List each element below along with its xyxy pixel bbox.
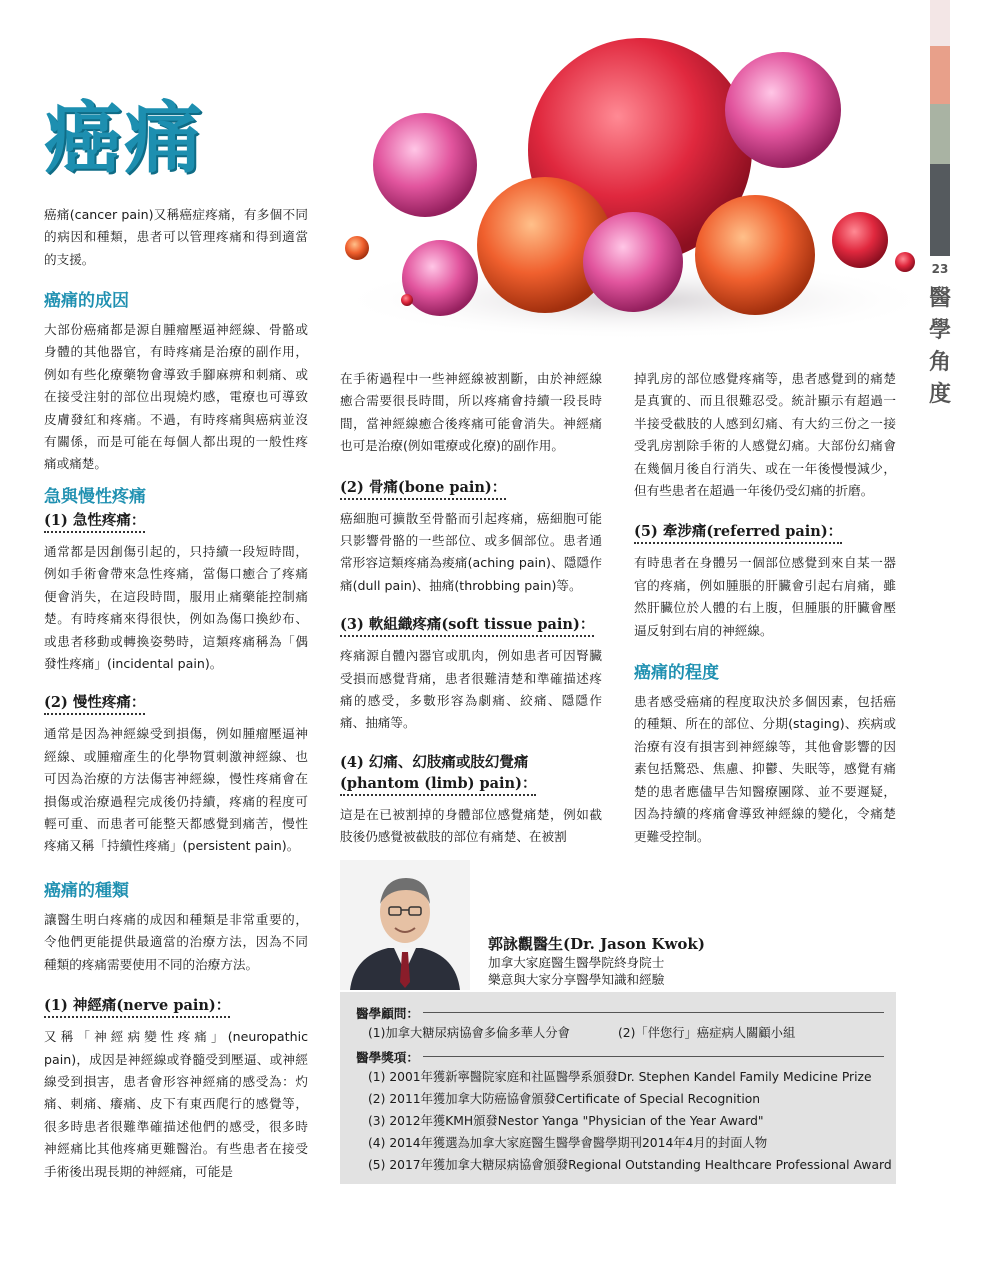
- doctor-info: [488, 934, 705, 988]
- cell-red-tiny: [895, 252, 915, 272]
- column-3: [634, 368, 896, 848]
- page-title: 癌痛: [44, 93, 205, 184]
- doctor-title-line1: 加拿大家庭醫生醫學院終身院士: [488, 955, 665, 970]
- phantom-pain-title-line2: (phantom (limb) pain)：: [340, 772, 536, 796]
- advisor-item-1: (1)加拿大糖尿病協會多倫多華人分會: [368, 1026, 570, 1040]
- types-section: [44, 876, 308, 1183]
- chronic-title: (2) 慢性疼痛：: [44, 691, 145, 715]
- cancer-cells-illustration: [315, 0, 927, 340]
- award-item-2: (2) 2011年獲加拿大防癌協會頒發Certificate of Special Recognition: [368, 1092, 761, 1106]
- referred-pain-body: 有時患者在身體另一個部位感覺到來自某一器官的疼痛，例如腫脹的肝臟會引起右肩痛，雖然肝臟位於人體的右上腹，但腫脹的肝臟會壓逼反射到右肩的神經線。: [634, 555, 896, 638]
- causes-section: [44, 286, 308, 476]
- cell-orange-right: [695, 195, 815, 315]
- tab-block-1: [930, 0, 950, 46]
- phantom-pain-body-continued: 掉乳房的部位感覺疼痛等，患者感覺到的痛楚是真實的、而且很難忍受。統計顯示有超過一半接受截肢的人感到幻痛、有大約三份之一接受乳房割除手術的人感覺幻痛。大部份幻痛會在幾個月後自行消失、或在一年後慢慢減少，但有些患者在超過一年後仍受幻痛的折磨。: [634, 371, 896, 499]
- soft-tissue-pain-body: 疼痛源自體內器官或肌肉，例如患者可因腎臟受損而感覺背痛，患者很難清楚和準確描述疼痛的感受，多數形容為劇痛、絞痛、隱隱作痛、抽痛等。: [340, 648, 602, 731]
- section-label-char: 度: [928, 381, 951, 407]
- doctor-portrait: [340, 860, 470, 990]
- column-2: [340, 368, 602, 849]
- acute-chronic-section: [44, 482, 308, 858]
- acute-title: (1) 急性疼痛：: [44, 509, 145, 533]
- types-body: 讓醫生明白疼痛的成因和種類是非常重要的，令他們更能提供最適當的治療方法，因為不同種類的疼痛需要使用不同的治療方法。: [44, 912, 308, 972]
- section-label-char: 角: [928, 349, 951, 375]
- doctor-title-line2: 樂意與大家分享醫學知識和經驗: [488, 972, 665, 987]
- causes-heading: 癌痛的成因: [44, 291, 129, 311]
- cell-pink-center: [583, 212, 683, 312]
- award-item-5: (5) 2017年獲加拿大糖尿病協會頒發Regional Outstanding Healthcare Professional Award: [368, 1158, 892, 1172]
- section-label-char: 學: [928, 317, 951, 343]
- severity-heading: 癌痛的程度: [634, 663, 719, 684]
- tab-block-3: [930, 104, 950, 164]
- doctor-name: 郭詠觀醫生(Dr. Jason Kwok): [488, 935, 705, 953]
- advisor-label: 醫學顧問：: [356, 1006, 419, 1021]
- nerve-pain-body-continued: 在手術過程中一些神經線被割斷，由於神經線癒合需要很長時間，所以疼痛會持續一段長時間，當神經線癒合後疼痛可能會消失。神經痛也可是治療(例如電療或化療)的副作用。: [340, 371, 602, 454]
- soft-tissue-pain-title: (3) 軟組織疼痛(soft tissue pain)：: [340, 613, 594, 637]
- tab-block-2: [930, 46, 950, 104]
- awards-rule: [423, 1056, 884, 1057]
- acute-chronic-heading: 急與慢性疼痛: [44, 487, 146, 507]
- cell-pink-small-left: [373, 113, 477, 217]
- severity-body: 患者感受癌痛的程度取決於多個因素，包括癌的種類、所在的部位、分期(staging)、疾病或治療有沒有損害到神經線等，其他會影響的因素包括驚恐、焦慮、抑鬱、失眠等，感覺有痛楚的患者應儘早告知醫療團隊、並不要遲疑，因為持續的疼痛會導致神經線的變化，令痛楚更難受控制。: [634, 694, 896, 844]
- bone-pain-title: (2) 骨痛(bone pain)：: [340, 476, 506, 500]
- page-number: 23: [931, 262, 949, 276]
- section-label-char: 醫: [928, 285, 951, 311]
- credentials-box: [340, 992, 896, 1184]
- causes-body: 大部份癌痛都是源自腫瘤壓逼神經線、骨骼或身體的其他器官，有時疼痛是治療的副作用，例如有些化療藥物會導致手腳麻痹和刺痛、或在接受注射的部位出現燒灼感，電療也可導致皮膚發紅和疼痛。不過，有時疼痛與癌病並沒有關係，而是可能在每個人都出現的一般性疼痛或痛楚。: [44, 322, 308, 472]
- cell-red-tiny-2: [401, 294, 413, 306]
- section-label: [928, 282, 952, 410]
- award-item-1: (1) 2001年獲新寧醫院家庭和社區醫學系頒發Dr. Stephen Kandel Family Medicine Prize: [368, 1070, 872, 1084]
- acute-body: 通常都是因創傷引起的，只持續一段短時間，例如手術會帶來急性疼痛，當傷口癒合了疼痛便會消失，在這段時間，服用止痛藥能控制痛楚。有時疼痛來得很快，例如為傷口換紗布、或患者移動或轉換姿勢時，這類疼痛稱為「偶發性疼痛」(incidental pain)。: [44, 544, 308, 672]
- chronic-body: 通常是因為神經線受到損傷，例如腫瘤壓逼神經線、或腫瘤產生的化學物質刺激神經線、也可因為治療的方法傷害神經線，慢性疼痛會在損傷或治療過程完成後仍持續，疼痛的程度可輕可重、而患者可能整天都感覺到痛苦，慢性疼痛又稱「持續性疼痛」(persistent pain)。: [44, 726, 308, 854]
- tab-block-4: [930, 164, 950, 256]
- phantom-pain-title-line1: (4) 幻痛、幻肢痛或肢幻覺痛: [340, 753, 529, 771]
- referred-pain-title: (5) 牽涉痛(referred pain)：: [634, 520, 842, 544]
- award-item-3: (3) 2012年獲KMH頒發Nestor Yanga "Physician of the Year Award": [368, 1114, 764, 1128]
- types-heading: 癌痛的種類: [44, 881, 129, 901]
- award-item-4: (4) 2014年獲選為加拿大家庭醫生醫學會醫學期刊2014年4月的封面人物: [368, 1136, 768, 1150]
- cell-orange-tiny: [345, 236, 369, 260]
- side-color-tab: [930, 0, 950, 256]
- advisor-rule: [423, 1012, 884, 1013]
- nerve-pain-body: 又稱「神經病變性疼痛」(neuropathic pain)，成因是神經線或脊髓受到壓逼、或神經線受到損害，患者會形容神經痛的感受為：灼痛、刺痛、癢痛、皮下有東西爬行的感覺等，很多時患者很難準確描述他們的感受，很多時神經痛比其他疼痛更難醫治。有些患者在接受手術後出現長期的神經痛，可能是: [44, 1029, 308, 1179]
- awards-label: 醫學獎項：: [356, 1050, 419, 1065]
- bone-pain-body: 癌細胞可擴散至骨骼而引起疼痛，癌細胞可能只影響骨骼的一些部位、或多個部位。患者通常形容這類疼痛為痠痛(aching pain)、隱隱作痛(dull pain)、抽痛(throbbing pain)等。: [340, 510, 602, 593]
- intro-paragraph: 癌痛(cancer pain)又稱癌症疼痛，有多個不同的病因和種類，患者可以管理疼痛和得到適當的支援。: [44, 207, 308, 267]
- cell-pink-far-left: [402, 240, 478, 316]
- phantom-pain-body: 這是在已被割掉的身體部位感覺痛楚，例如截肢後仍感覺被截肢的部位有痛楚、在被割: [340, 806, 602, 845]
- nerve-pain-title: (1) 神經痛(nerve pain)：: [44, 994, 230, 1018]
- advisor-item-2: (2)「伴您行」癌症病人關顧小組: [618, 1026, 796, 1040]
- cell-red-far-right: [832, 212, 888, 268]
- cell-pink-top-right: [725, 52, 841, 168]
